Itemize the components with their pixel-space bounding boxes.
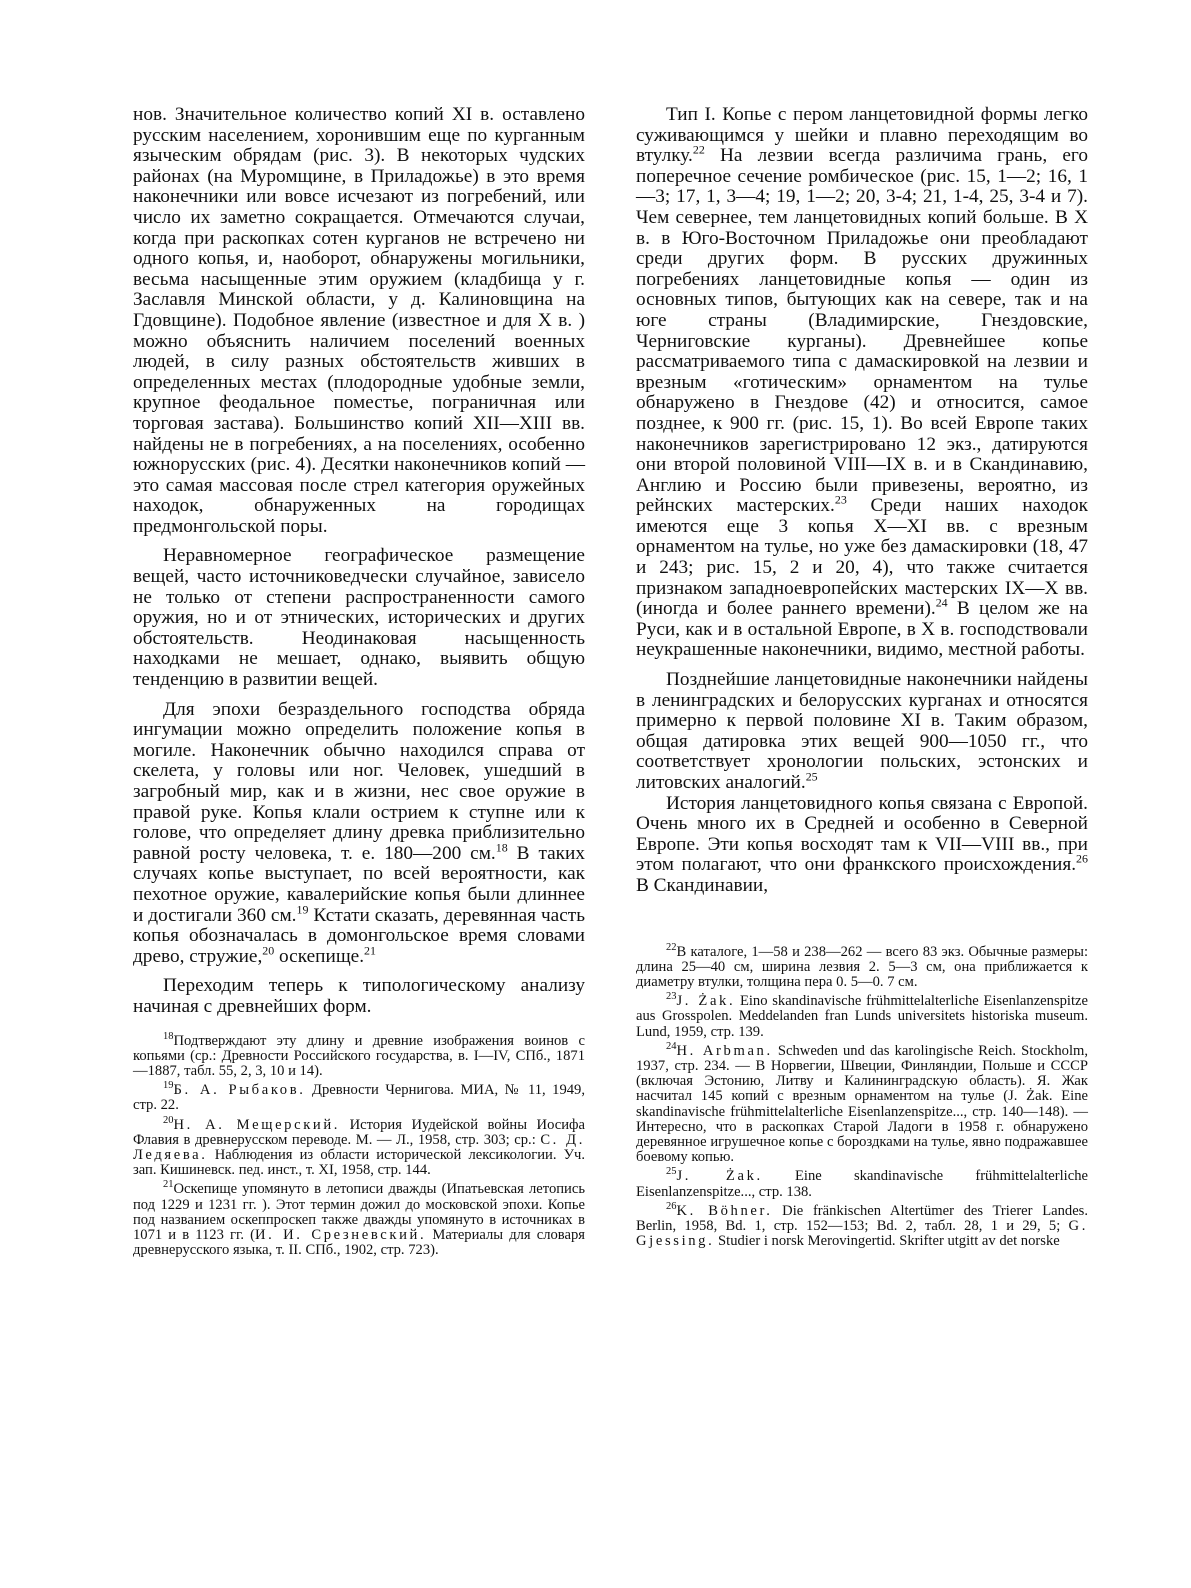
footnote-ref: 25 (805, 769, 818, 784)
footnote-ref: 26 (1076, 851, 1088, 866)
footnote (636, 1200, 1089, 1250)
paragraph-text: Позднейшие ланцетовидные наконечники найдены в ленинградских и белорусских курганах и относятся примерно к первой половине XI в. Таким образом, общая датировка этих вещей 900—1050 гг., что соответствует хронологии польских, эстонских и литовских аналогий. (636, 669, 1088, 793)
footnote-number: 18 (163, 1030, 174, 1042)
paragraph: Неравномерное географическое размещение вещей, часто источниковедчески случайное, зависело не только от степени распространенности самого оружия, но и от этнических, исторических и других обстоятельств. Неодинаковая насыщенность находками не мешает, однако, выявить общую тенденцию в развитии вещей. (133, 545, 585, 691)
paragraph-text: На лезвии всегда различима грань, его поперечное сечение ромбическое (рис. 15, 1—2; 16, 1—3; 17, 1, 3—4; 19, 1—2; 20, 3-4; 21, 1-4, 25, 3-4 и 7). Чем севернее, тем ланцетовидных копий больше. В X в. в Юго-Восточном Приладожье они преобладают среди других форм. В русских дружинных погребениях ланцетовидные копья — один из основных типов, бытующих как на севере, так и на юге страны (Владимирские, Гнездовские, Черниговские курганы). Древнейшее копье рассматриваемого типа с дамаскировкой на лезвии и врезным «готическим» орнаментом на тулье обнаружено в Гнездове (42) и относится, самое позднее, к 900 гг. (рис. 15, 1). Во всей Европе таких наконечников зарегистрировано 12 экз., датируются они второй половиной VIII—IX в. и в Скандинавию, Англию и Россию были привезены, вероятно, из рейнских мастерских. (636, 145, 1088, 517)
footnote-ref: 19 (296, 902, 309, 917)
footnote-author: Б. А. Рыбаков. (173, 1082, 306, 1099)
footnote-number: 21 (163, 1179, 174, 1191)
footnote-ref: 22 (692, 142, 705, 157)
footnote-author: J. Żak. (676, 1168, 763, 1185)
footnote-text: Наблюдения из области исторической лексикологии. Уч. зап. Кишиневск. пед. инст., т. XI, 1958, стр. 144. (133, 1146, 585, 1179)
footnote (133, 1179, 585, 1259)
footnote-number: 26 (666, 1200, 677, 1212)
paragraph: нов. Значительное количество копий XI в. оставлено русским населением, хоронившим еще по курганным языческим обрядам (рис. 3). В некоторых чудских районах (на Муромщине, в Приладожье) в это время наконечники или вовсе исчезают из погребений, или число их заметно сокращается. Отмечаются случаи, когда при раскопках сотен курганов не встречено ни одного копья, и, наоборот, обнаружены могильники, весьма насыщенные этим оружием (кладбища у г. Заславля Минской области, у д. Калиновщина на Гдовщине). Подобное явление (известное и для X в. ) можно объяснить наличием поселений военных людей, в силу разных обстоятельств живших в определенных местах (плодородные удобные земли, крупное феодальное поместье, пограничная или торговая застава). Большинство копий XII—XIII вв. найдены не в погребениях, а на поселениях, особенно южнорусских (рис. 4). Десятки наконечников копий — это самая массовая после стрел категория оружейных находок, обнаруженных на городищах предмонгольской поры. (133, 104, 585, 537)
paragraph (636, 670, 1088, 794)
right-column (636, 105, 1088, 1249)
footnote-number: 20 (163, 1114, 174, 1126)
footnote-text: Die fränkischen Altertümer des Trierer Landes. Berlin, 1958, Bd. 1, стр. 152—153; Bd. 2, табл. 28, 1 и 29, 5; (636, 1202, 1089, 1235)
footnote-number: 22 (666, 941, 677, 953)
footnote-author: G. Gjessing. (636, 1218, 1088, 1250)
footnote-text: Schweden und das karolingische Reich. Stockholm, 1937, стр. 234. — В Норвегии, Швеции, Финляндии, Польше и СССР (включая Эстонию, Литву и Калининградскую область). (636, 1042, 1089, 1090)
footnote-author: Н. А. Мещерский. (173, 1116, 341, 1133)
footnote (636, 941, 1088, 991)
footnote (133, 1030, 585, 1080)
paragraph-text: Тип I. Копье с пером ланцетовидной формы легко суживающимся у шейки и плавно переходящим во втулку. (636, 104, 1088, 167)
footnote-text: История Иудейской войны Иосифа Флавия в древнерусском переводе. М. — Л., 1958, стр. 303; ср.: (133, 1116, 585, 1148)
footnote-number: 24 (666, 1040, 677, 1052)
footnote-text: Оскепище упомянуто в летописи дважды (Ипатьевская летопись под 1229 и 1231 гг. ). Этот термин дожил до московской эпохи. Копье под названием оскеппроскеп также дважды упомянуто в источниках в 1071 и в 1123 гг. ( (133, 1181, 585, 1243)
footnote-number: 23 (666, 991, 677, 1003)
footnote-ref: 23 (834, 492, 847, 507)
footnote-ref: 18 (495, 840, 508, 855)
footnote-number: 25 (666, 1166, 677, 1178)
paragraph-text: В таких случаях копье выступает, по всей вероятности, как пехотное оружие, кавалерийские копья были длиннее и достигали 360 см. (133, 842, 585, 926)
paragraph-text: История ланцетовидного копья связана с Европой. Очень много их в Средней и особенно в Северной Европе. Эти копья восходят там к VII—VIII вв., при этом полагают, что они франкского происхождения. (636, 792, 1088, 876)
footnote (133, 1080, 585, 1114)
paragraph (636, 105, 1088, 661)
left-column (133, 105, 585, 1258)
footnote-author: С. Д. Ледяева. (133, 1131, 585, 1163)
footnote-ref: 20 (262, 943, 275, 958)
footnote-text: насчитал 145 копий с врезным орнаментом на тулье (J. Żak. Eine skandinavische frühmittelalterliche Eisenlanzenspitze..., стр. 140—148). — Интересно, что в раскопках Старой Ладоги в 1958 г. обнаружено деревянное игрушечное копье с бороздками на тулье, явно подражавшее боевому копью. (636, 1088, 1088, 1166)
footnote-text: Древности Чернигова. МИА, № 11, 1949, стр. 22. (133, 1082, 585, 1114)
footnote-number: 19 (163, 1080, 174, 1092)
paragraph-text: В целом же на Руси, как и в остальной Европе, в X в. господствовали неукрашенные наконечники, видимо, местной работы. (636, 598, 1088, 661)
footnote-text: Eino skandinavische frühmittelalterliche Eisenlanzenspitze aus Grosspolen. Meddelanden fran Lunds universitets historiska museum. Lund, 1959, стр. 139. (636, 993, 1088, 1040)
footnote (133, 1114, 585, 1179)
footnote-author: K. Böhner. (676, 1202, 773, 1219)
footnotes (636, 941, 1089, 1250)
footnote-text: Подтверждают эту длину и древние изображения воинов с копьями (ср.: Древности Российского государства, в. I—IV, СПб., 1871—1887, табл. 55, 2, 3, 10 и 14). (133, 1032, 585, 1079)
footnote-text: Studier i norsk Merovingertid. Skrifter utgitt av det norske (714, 1233, 1060, 1250)
paragraph-text: оскепище. (274, 945, 365, 967)
footnote (636, 991, 1088, 1040)
footnote-author: H. Arbman. (676, 1042, 773, 1059)
footnote-text: Материалы для словаря древнерусского языка, т. II. СПб., 1902, стр. 723). (133, 1226, 585, 1259)
footnote-text: В каталоге, 1—58 и 238—262 — всего 83 экз. Обычные размеры: длина 25—40 см, ширина лезвия 2. 5—3 см, она приближается к диаметру втулки, толщина пера 0. 5—0. 7 см. (636, 943, 1088, 990)
footnote-author: Я. Жак (1036, 1073, 1088, 1090)
paragraph (133, 700, 585, 968)
footnotes (133, 1030, 585, 1259)
paragraph-text: Среди наших находок имеются еще 3 копья X—XI вв. с врезным орнаментом на тулье, но уже без дамаскировки (18, 47 и 243; рис. 15, 2 и 20, 4), что также считается признаком западноевропейских мастерских IX—X вв. (иногда и более раннего времени). (636, 495, 1089, 620)
footnote-ref: 21 (364, 943, 376, 958)
footnote (636, 1166, 1088, 1200)
footnote-ref: 24 (935, 595, 948, 610)
footnote-author: J. Żak. (676, 993, 736, 1010)
footnote (636, 1040, 1089, 1166)
paragraph-text: Кстати сказать, деревянная часть копья обозначалась в домонгольское время словами древо, стружие, (133, 904, 585, 967)
paragraph-text: В Скандинавии, (636, 874, 769, 896)
paragraph-text: Для эпохи безраздельного господства обряда ингумации можно определить положение копья в могиле. Наконечник обычно находился справа от скелета, у головы или ног. Человек, ушедший в загробный мир, как и в жизни, нес свое оружие в правой руке. Копья клали острием к ступне или к голове, что определяет длину древка приблизительно равной росту человека, т. е. 180—200 см. (133, 698, 585, 864)
footnote-author: И. И. Срезневский. (254, 1226, 427, 1243)
paragraph: Переходим теперь к типологическому анализу начиная с древнейших форм. (133, 975, 585, 1017)
footnote-text: Eine skandinavische frühmittelalterliche Eisenlanzenspitze..., стр. 138. (636, 1168, 1088, 1200)
paragraph (636, 794, 1088, 897)
